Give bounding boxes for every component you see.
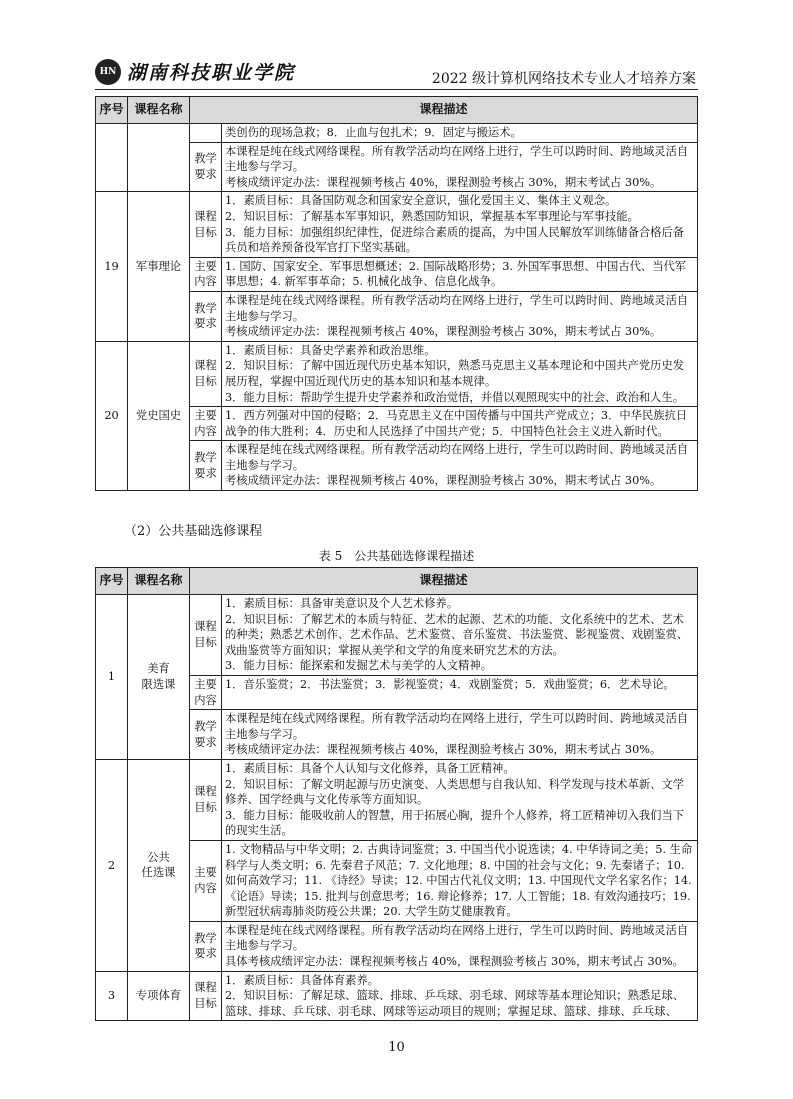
section-content — [222, 441, 698, 491]
content-line: 具体考核成绩评定办法：课程视频考核占 40%，课程测验考核占 30%，期末考试占 30%。 — [225, 955, 684, 969]
school-name: 湖南科技职业学院 — [127, 62, 296, 84]
table-row — [96, 971, 698, 1021]
document-title: 2022 级计算机网络技术专业人才培养方案 — [431, 71, 696, 87]
course-number — [96, 124, 128, 192]
course-name-text: 公共 任选课 — [141, 850, 176, 880]
section-label: 课程目标 — [190, 971, 222, 1021]
elective-course-table — [95, 567, 698, 1021]
course-name-text: 美育 限选课 — [141, 662, 176, 691]
section-label: 课程目标 — [190, 595, 222, 676]
course-number: 1 — [96, 595, 128, 760]
content-line: 3．能力目标：加强组织纪律性，促进综合素质的提高，为中国人民解放军训练储备合格后备兵员和培养预备役军官打下坚实基础。 — [225, 225, 685, 255]
section-label: 课程目标 — [190, 341, 222, 406]
section-label: 主要内容 — [190, 407, 222, 441]
content-line: 1．素质目标：具备个人认知与文化修养，具备工匠精神。 — [225, 761, 515, 775]
content-line: 本课程是纯在线式网络课程。所有教学活动均在网络上进行，学生可以跨时间、跨地域灵活自主地参与学习。 — [225, 712, 689, 741]
school-seal-icon: HN — [95, 59, 121, 85]
section-heading: （2）公共基础选修课程 — [124, 524, 263, 539]
section-label: 主要内容 — [190, 257, 222, 291]
content-line: 1. 文物精品与中华文明；2. 古典诗词鉴赏；3. 中国当代小说选读；4. 中华诗词之美；5. 生命科学与人类文明；6. 先秦君子风范；7. 文化地理；8. 中国的社会与文化；9. 先秦诸子；10. 如何高效学习；11. 《诗经》导读；12. 中国古代礼仪文明；13. 中国现代文学名家名作；14. 《论语》导读；15. 批判与创意思考；16. 辩论修养；17. 人工智能；18. 有效沟通技巧；19. 新型冠状病毒肺炎防疫公共课；20. 大学生防艾健康教育。 — [225, 842, 693, 919]
section-content — [222, 840, 698, 921]
table-header-row — [96, 97, 698, 124]
section-label: 教学要求 — [190, 921, 222, 971]
section-label — [190, 124, 222, 143]
section-content — [222, 192, 698, 257]
course-table-continued — [95, 96, 698, 491]
course-number: 3 — [96, 971, 128, 1021]
content-line: 考核成绩评定办法：课程视频考核占 40%，课程测验考核占 30%，期末考试占 30%。 — [225, 743, 662, 757]
table-header-row — [96, 568, 698, 595]
content-line: 1．音乐鉴赏；2．书法鉴赏；3．影视鉴赏；4．戏剧鉴赏；5．戏曲鉴赏；6．艺术导论。 — [225, 677, 675, 691]
content-line: 1．素质目标：具备国防观念和国家安全意识，强化爱国主义、集体主义观念。 — [225, 194, 617, 208]
course-name-text: 专项体育 — [135, 989, 182, 1003]
course-name — [128, 341, 190, 490]
content-line: 2．知识目标：了解基本军事知识，熟悉国防知识，掌握基本军事理论与军事技能。 — [225, 209, 639, 223]
header-rule — [95, 89, 698, 90]
course-name — [128, 971, 190, 1021]
section-content — [222, 291, 698, 341]
table-row — [96, 759, 698, 840]
content-line: 1．素质目标：具备史学素养和政治思维。 — [225, 343, 436, 357]
content-line: 1．素质目标：具备体育素养。 — [225, 973, 380, 987]
content-line: 考核成绩评定办法：课程视频考核占 40%，课程测验考核占 30%，期末考试占 30%。 — [225, 474, 662, 488]
content-line: 2．知识目标：了解艺术的本质与特征、艺术的起源、艺术的功能、文化系统中的艺术、艺术的种类；熟悉艺术创作、艺术作品、艺术鉴赏、音乐鉴赏、书法鉴赏、影视鉴赏、戏剧鉴赏、戏曲鉴赏等方面知识；掌握从美学和文学的角度来研究艺术的方法。 — [225, 612, 689, 657]
col-header-desc: 课程描述 — [190, 568, 698, 595]
section-label: 课程目标 — [190, 192, 222, 257]
course-number: 19 — [96, 192, 128, 341]
page-number: 10 — [388, 1040, 405, 1055]
course-number: 2 — [96, 759, 128, 971]
school-logo — [95, 58, 295, 85]
section-content — [222, 971, 698, 1021]
content-line: 2．知识目标：了解文明起源与历史演变、人类思想与自我认知、科学发现与技术革新、文学修养、国学经典与文化传承等方面知识。 — [225, 777, 685, 807]
section-content — [222, 759, 698, 840]
content-line: 本课程是纯在线式网络课程。所有教学活动均在网络上进行，学生可以跨时间、跨地域灵活自主地参与学习。 — [225, 293, 689, 323]
page-header — [95, 58, 698, 94]
content-line: 2．知识目标：了解足球、篮球、排球、乒乓球、羽毛球、网球等基本理论知识；熟悉足球、篮球、排球、乒乓球、羽毛球、网球等运动项目的规则；掌握足球、篮球、排球、乒乓球、 — [225, 989, 685, 1018]
section-label: 主要内容 — [190, 840, 222, 921]
course-name-text: 军事理论 — [135, 259, 182, 273]
col-header-name: 课程名称 — [128, 568, 190, 595]
content-line: 1．素质目标：具备审美意识及个人艺术修养。 — [225, 597, 459, 610]
course-name-text: 党史国史 — [135, 409, 182, 423]
table-row — [96, 595, 698, 676]
col-header-name: 课程名称 — [128, 97, 190, 124]
content-line: 3．能力目标：能吸收前人的智慧，用于拓展心胸，提升个人修养，将工匠精神切入我们当下的现实生活。 — [225, 808, 685, 838]
content-line: 3．能力目标：帮助学生提升史学素养和政治觉悟，并借以观照现实中的社会、政治和人生。 — [225, 390, 685, 404]
section-content — [222, 595, 698, 676]
section-content — [222, 675, 698, 709]
section-label: 课程目标 — [190, 759, 222, 840]
table-row — [96, 341, 698, 406]
content-line: 本课程是纯在线式网络课程。所有教学活动均在网络上进行，学生可以跨时间、跨地域灵活自主地参与学习。 — [225, 923, 689, 953]
section-label: 教学要求 — [190, 441, 222, 491]
section-label: 教学要求 — [190, 710, 222, 760]
course-name — [128, 759, 190, 971]
table-caption: 表 5 公共基础选修课程描述 — [318, 549, 475, 563]
section-label: 教学要求 — [190, 142, 222, 192]
table-row — [96, 124, 698, 143]
section-content — [222, 257, 698, 291]
col-header-num: 序号 — [96, 568, 128, 595]
section-content — [222, 142, 698, 192]
section-label: 主要内容 — [190, 675, 222, 709]
section-content — [222, 407, 698, 441]
content-line: 本课程是纯在线式网络课程。所有教学活动均在网络上进行，学生可以跨时间、跨地域灵活自主地参与学习。 — [225, 144, 689, 174]
section-content — [222, 341, 698, 406]
course-name — [128, 595, 190, 760]
content-line: 1. 国防、国家安全、军事思想概述；2. 国际战略形势；3. 外国军事思想、中国古代、当代军事思想；4. 新军事革命；5. 机械化战争、信息化战争。 — [225, 259, 687, 289]
section-content — [222, 921, 698, 971]
section-label: 教学要求 — [190, 291, 222, 341]
course-number: 20 — [96, 341, 128, 490]
content-line: 2．知识目标：了解中国近现代历史基本知识，熟悉马克思主义基本理论和中国共产党历史发展历程，掌握中国近现代历史的基本知识和基本规律。 — [225, 359, 685, 388]
course-name — [128, 124, 190, 192]
col-header-num: 序号 — [96, 97, 128, 124]
col-header-desc: 课程描述 — [190, 97, 698, 124]
section-content — [222, 124, 698, 143]
course-name — [128, 192, 190, 341]
content-line: 本课程是纯在线式网络课程。所有教学活动均在网络上进行，学生可以跨时间、跨地域灵活自主地参与学习。 — [225, 443, 689, 472]
content-line: 类创伤的现场急救；8．止血与包扎术；9．固定与搬运术。 — [225, 126, 522, 139]
table-row — [96, 192, 698, 257]
content-line: 1．西方列强对中国的侵略；2．马克思主义在中国传播与中国共产党成立；3．中华民族抗日战争的伟大胜利；4．历史和人民选择了中国共产党；5．中国特色社会主义进入新时代。 — [225, 409, 688, 438]
content-line: 考核成绩评定办法：课程视频考核占 40%，课程测验考核占 30%，期末考试占 30%。 — [225, 325, 662, 339]
content-line: 3．能力目标：能探索和发掘艺术与美学的人文精神。 — [225, 659, 493, 673]
section-content — [222, 710, 698, 760]
content-line: 考核成绩评定办法：课程视频考核占 40%，课程测验考核占 30%，期末考试占 30%。 — [225, 175, 662, 189]
